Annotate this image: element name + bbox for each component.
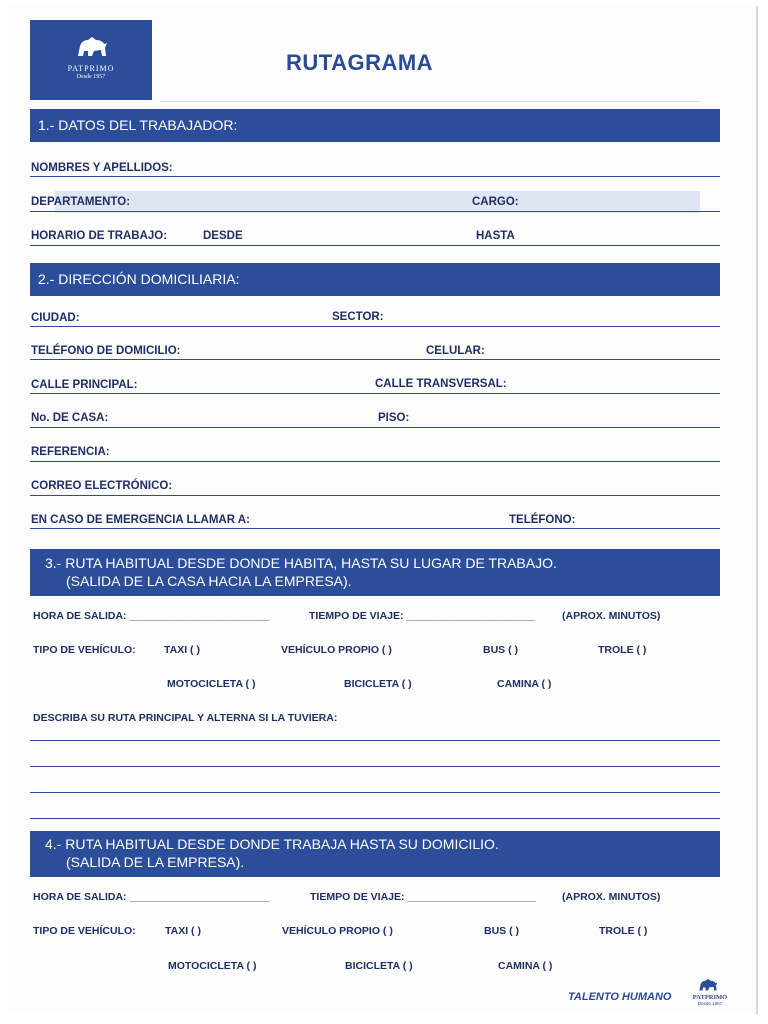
- field-nombres[interactable]: [30, 176, 720, 177]
- section-3-title-line1: 3.- RUTA HABITUAL DESDE DONDE HABITA, HASTA SU LUGAR DE TRABAJO.: [45, 555, 557, 571]
- section-1-title: 1.- DATOS DEL TRABAJADOR:: [38, 117, 238, 133]
- label-sector: SECTOR:: [332, 311, 384, 323]
- checkbox-trole-4[interactable]: TROLE ( ): [599, 925, 648, 937]
- checkbox-vehiculo-propio-4[interactable]: VEHÍCULO PROPIO ( ): [282, 925, 393, 937]
- field-referencia[interactable]: [30, 461, 720, 462]
- field-no-casa[interactable]: [30, 427, 720, 428]
- route-line-3[interactable]: [30, 792, 720, 793]
- label-correo: CORREO ELECTRÓNICO:: [31, 480, 173, 492]
- label-hasta: HASTA: [476, 230, 515, 242]
- section-4-title-line2: (SALIDA DE LA EMPRESA).: [66, 854, 245, 870]
- label-no-casa: No. DE CASA:: [31, 412, 109, 424]
- section-1-header: [30, 109, 720, 142]
- lion-icon: [74, 34, 110, 60]
- footer-logo: [688, 977, 732, 1007]
- label-describa: DESCRIBA SU RUTA PRINCIPAL Y ALTERNA SI LA TUVIERA:: [33, 712, 338, 724]
- section-3-title-line2: (SALIDA DE LA CASA HACIA LA EMPRESA).: [66, 573, 352, 589]
- route-line-2[interactable]: [30, 766, 720, 767]
- field-ciudad[interactable]: [30, 326, 720, 327]
- label-nombres: NOMBRES Y APELLIDOS:: [31, 162, 173, 174]
- label-aprox-4: (APROX. MINUTOS): [562, 891, 661, 903]
- label-tiempo-viaje-3: TIEMPO DE VIAJE: ______________________: [309, 610, 535, 622]
- label-celular: CELULAR:: [426, 345, 485, 357]
- footer-department: TALENTO HUMANO: [568, 991, 672, 1003]
- checkbox-trole-3[interactable]: TROLE ( ): [598, 644, 647, 656]
- checkbox-motocicleta-3[interactable]: MOTOCICLETA ( ): [167, 678, 256, 690]
- label-tipo-vehiculo-3: TIPO DE VEHÍCULO:: [33, 644, 136, 656]
- checkbox-bus-4[interactable]: BUS ( ): [484, 925, 519, 937]
- route-line-1[interactable]: [30, 740, 720, 741]
- label-horario: HORARIO DE TRABAJO:: [31, 230, 168, 242]
- label-calle-transversal: CALLE TRANSVERSAL:: [375, 378, 507, 390]
- field-telefono-domicilio[interactable]: [30, 359, 720, 360]
- label-piso: PISO:: [378, 412, 410, 424]
- field-departamento[interactable]: [30, 211, 720, 212]
- checkbox-bicicleta-3[interactable]: BICICLETA ( ): [344, 678, 412, 690]
- label-ciudad: CIUDAD:: [31, 312, 80, 324]
- section-3-header: [30, 549, 720, 596]
- checkbox-taxi-4[interactable]: TAXI ( ): [165, 925, 201, 937]
- label-emergencia: EN CASO DE EMERGENCIA LLAMAR A:: [31, 514, 250, 526]
- label-desde: DESDE: [203, 230, 243, 242]
- checkbox-bicicleta-4[interactable]: BICICLETA ( ): [345, 960, 413, 972]
- field-horario[interactable]: [30, 245, 720, 246]
- checkbox-bus-3[interactable]: BUS ( ): [483, 644, 518, 656]
- label-aprox-3: (APROX. MINUTOS): [562, 610, 661, 622]
- route-line-4[interactable]: [30, 818, 720, 819]
- checkbox-motocicleta-4[interactable]: MOTOCICLETA ( ): [168, 960, 257, 972]
- company-logo: [30, 20, 152, 100]
- label-calle-principal: CALLE PRINCIPAL:: [31, 379, 138, 391]
- title-underline: [160, 101, 700, 102]
- checkbox-vehiculo-propio-3[interactable]: VEHÍCULO PROPIO ( ): [281, 644, 392, 656]
- logo-since: Desde 1957: [76, 74, 106, 80]
- label-telefono-domicilio: TELÉFONO DE DOMICILIO:: [31, 345, 181, 357]
- label-hora-salida-4: HORA DE SALIDA: ________________________: [33, 891, 270, 903]
- checkbox-camina-4[interactable]: CAMINA ( ): [498, 960, 553, 972]
- section-4-header: [30, 831, 720, 877]
- label-tipo-vehiculo-4: TIPO DE VEHÍCULO:: [33, 925, 136, 937]
- form-title: RUTAGRAMA: [286, 50, 434, 75]
- section-4-title-line1: 4.- RUTA HABITUAL DESDE DONDE TRABAJA HASTA SU DOMICILIO.: [45, 836, 499, 852]
- bleed-through-band: [55, 191, 700, 213]
- logo-company-name: PATPRIMO: [67, 64, 115, 73]
- footer-company: PATPRIMO: [692, 994, 728, 1001]
- footer-since: Desde 1957: [697, 1001, 723, 1006]
- label-referencia: REFERENCIA:: [31, 446, 110, 458]
- checkbox-taxi-3[interactable]: TAXI ( ): [164, 644, 200, 656]
- section-2-header: [30, 263, 720, 296]
- label-departamento: DEPARTAMENTO:: [31, 196, 131, 208]
- section-2-title: 2.- DIRECCIÓN DOMICILIARIA:: [38, 271, 240, 287]
- lion-icon: [694, 977, 722, 993]
- field-correo[interactable]: [30, 495, 720, 496]
- field-calle-principal[interactable]: [30, 393, 720, 394]
- label-hora-salida-3: HORA DE SALIDA: ________________________: [33, 610, 270, 622]
- checkbox-camina-3[interactable]: CAMINA ( ): [497, 678, 552, 690]
- field-emergencia[interactable]: [30, 528, 720, 529]
- label-cargo: CARGO:: [472, 196, 519, 208]
- label-tiempo-viaje-4: TIEMPO DE VIAJE: ______________________: [310, 891, 536, 903]
- label-telefono-emergencia: TELÉFONO:: [509, 514, 576, 526]
